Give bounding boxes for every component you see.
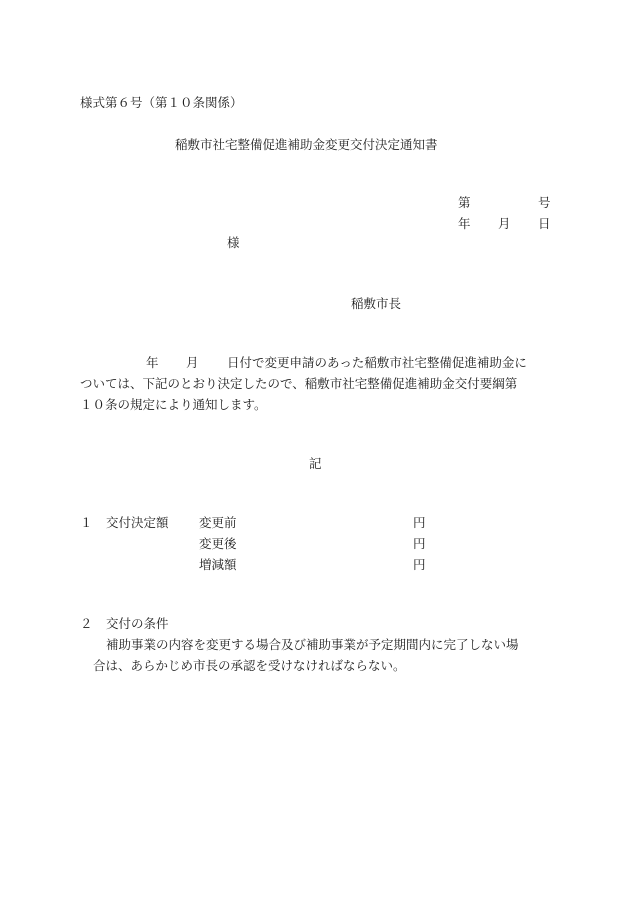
- row-diff-unit: 円: [413, 557, 426, 572]
- body-year: 年: [146, 355, 159, 370]
- addressee-suffix: 様: [227, 235, 240, 250]
- ki-marker: 記: [309, 456, 322, 471]
- section-2-title: 交付の条件: [106, 616, 169, 631]
- row-after-unit: 円: [413, 536, 426, 551]
- date-year: 年: [458, 216, 471, 231]
- row-before-label: 変更前: [199, 515, 237, 530]
- body-line3: １０条の規定により通知します。: [80, 397, 267, 412]
- row-diff-label: 増減額: [199, 557, 237, 572]
- document-title: 稲敷市社宅整備促進補助金変更交付決定通知書: [175, 137, 438, 152]
- body-line2: ついては、下記のとおり決定したので、稲敷市社宅整備促進補助金交付要綱第: [80, 376, 518, 391]
- row-before-unit: 円: [413, 515, 426, 530]
- section-2-line1: 補助事業の内容を変更する場合及び補助事業が予定期間内に完了しない場: [106, 637, 519, 652]
- section-2-number: ２: [80, 616, 93, 631]
- reference-go: 号: [538, 195, 551, 210]
- form-number: 様式第６号（第１０条関係）: [80, 95, 243, 110]
- date-month: 月: [498, 216, 511, 231]
- section-1-title: 交付決定額: [106, 515, 169, 530]
- row-after-label: 変更後: [199, 536, 237, 551]
- section-1-number: １: [80, 515, 93, 530]
- date-day: 日: [538, 216, 551, 231]
- body-month: 月: [186, 355, 199, 370]
- section-2-line2: 合は、あらかじめ市長の承認を受けなければならない。: [93, 658, 406, 673]
- body-line1: 日付で変更申請のあった稲敷市社宅整備促進補助金に: [227, 355, 527, 370]
- issuer: 稲敷市長: [351, 296, 402, 311]
- reference-dai: 第: [458, 195, 471, 210]
